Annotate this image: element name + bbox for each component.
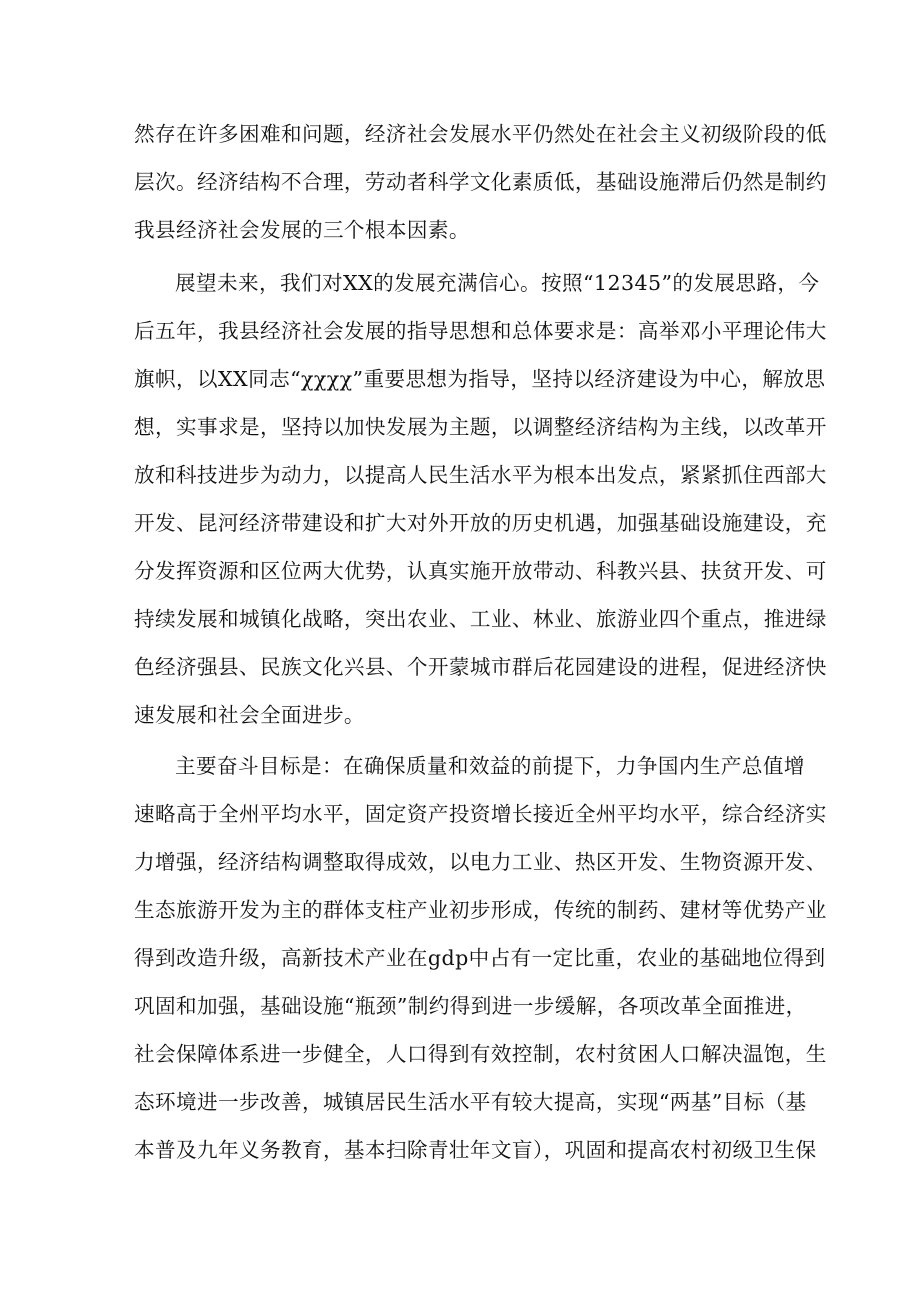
paragraph-line: 层次。经济结构不合理，劳动者科学文化素质低，基础设施滞后仍然是制约 <box>134 170 827 194</box>
paragraph-line: 社会保障体系进一步健全，人口得到有效控制，农村贫困人口解决温饱，生 <box>134 1042 827 1066</box>
paragraph-line: 色经济强县、民族文化兴县、个开蒙城市群后花园建设的进程，促进经济快 <box>134 655 827 679</box>
paragraph-line: 分发挥资源和区位两大优势，认真实施开放带动、科教兴县、扶贫开发、可 <box>134 559 827 583</box>
paragraph-line: 持续发展和城镇化战略，突出农业、工业、林业、旅游业四个重点，推进绿 <box>134 607 827 631</box>
paragraph-line: 放和科技进步为动力，以提高人民生活水平为根本出发点，紧紧抓住西部大 <box>134 463 827 487</box>
paragraph-line: 主要奋斗目标是：在确保质量和效益的前提下，力争国内生产总值增 <box>175 754 805 778</box>
paragraph-line: 想，实事求是，坚持以加快发展为主题，以调整经济结构为主线，以改革开 <box>134 415 827 439</box>
paragraph-line: 速发展和社会全面进步。 <box>134 703 365 727</box>
paragraph-line: 本普及九年义务教育，基本扫除青壮年文盲），巩固和提高农村初级卫生保 <box>134 1138 817 1162</box>
paragraph-3 <box>134 742 827 1174</box>
paragraph-line: 力增强，经济结构调整取得成效，以电力工业、热区开发、生物资源开发、 <box>134 850 827 874</box>
paragraph-1 <box>134 110 827 254</box>
paragraph-line: 然存在许多困难和问题，经济社会发展水平仍然处在社会主义初级阶段的低 <box>134 122 827 146</box>
paragraph-line: 态环境进一步改善，城镇居民生活水平有较大提高，实现“两基”目标（基 <box>134 1090 807 1114</box>
paragraph-line: 开发、昆河经济带建设和扩大对外开放的历史机遇，加强基础设施建设，充 <box>134 511 827 535</box>
paragraph-line: 旗帜，以XX同志“χχχχ”重要思想为指导，坚持以经济建设为中心，解放思 <box>134 367 826 391</box>
paragraph-line: 生态旅游开发为主的群体支柱产业初步形成，传统的制药、建材等优势产业 <box>134 898 827 922</box>
paragraph-line: 得到改造升级，高新技术产业在gdp中占有一定比重，农业的基础地位得到 <box>134 946 826 970</box>
paragraph-2 <box>134 259 827 739</box>
paragraph-line: 我县经济社会发展的三个根本因素。 <box>134 218 470 242</box>
paragraph-line: 巩固和加强，基础设施“瓶颈”制约得到进一步缓解，各项改革全面推进， <box>134 994 807 1018</box>
paragraph-line: 展望未来，我们对XX的发展充满信心。按照“12345”的发展思路，今 <box>175 271 820 295</box>
paragraph-line: 速略高于全州平均水平，固定资产投资增长接近全州平均水平，综合经济实 <box>134 802 827 826</box>
paragraph-line: 后五年，我县经济社会发展的指导思想和总体要求是：高举邓小平理论伟大 <box>134 319 827 343</box>
